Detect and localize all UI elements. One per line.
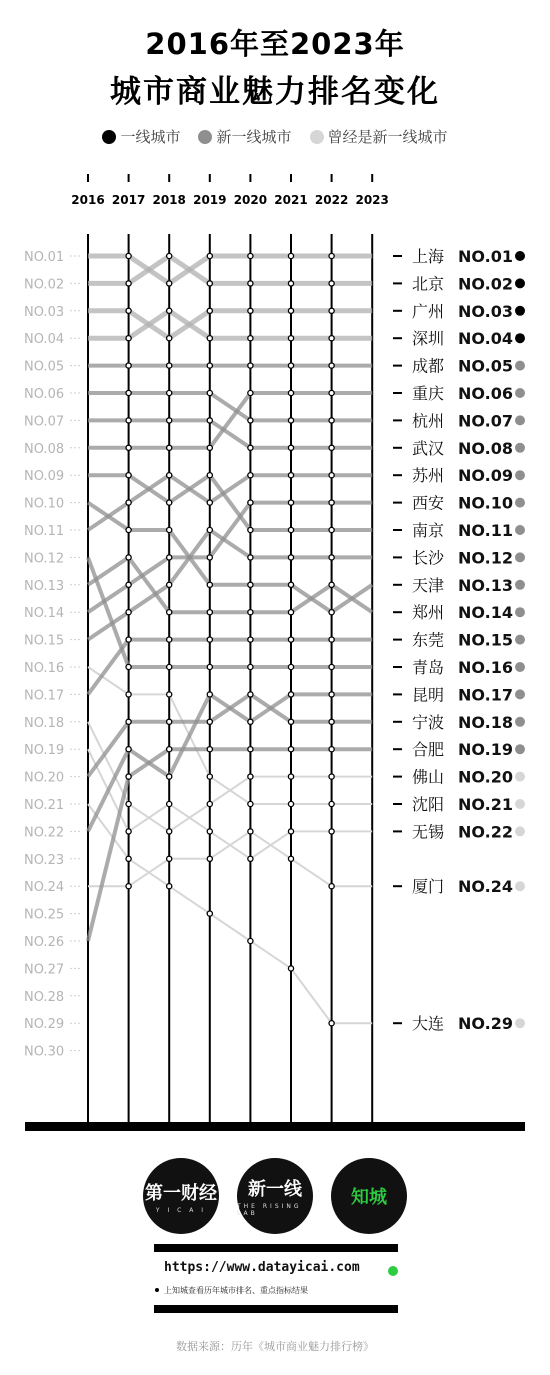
data-point-佛山-2021 xyxy=(288,774,293,779)
rank-value-广州: NO.03 xyxy=(458,301,513,321)
data-point-东莞-2019 xyxy=(207,637,212,642)
rank-value-佛山: NO.20 xyxy=(458,767,513,787)
tier-dot-无锡 xyxy=(515,826,525,836)
rank-value-合肥: NO.19 xyxy=(458,740,513,760)
data-point-佛山-2019 xyxy=(207,801,212,806)
rank-value-天津: NO.13 xyxy=(458,575,513,595)
data-point-北京-2018 xyxy=(167,253,172,258)
data-point-佛山-2017 xyxy=(126,801,131,806)
data-point-郑州-2018 xyxy=(167,610,172,615)
year-label-2023: 2023 xyxy=(355,193,389,207)
data-point-武汉-2018 xyxy=(167,418,172,423)
year-label-2017: 2017 xyxy=(111,193,146,207)
data-point-合肥-2019 xyxy=(207,747,212,752)
rank-label-21: NO.21 xyxy=(24,798,65,813)
data-point-上海-2022 xyxy=(329,253,334,258)
data-point-南京-2020 xyxy=(248,527,253,532)
data-point-广州-2021 xyxy=(288,308,293,313)
data-point-北京-2017 xyxy=(126,281,131,286)
tier-dot-合肥 xyxy=(515,744,525,754)
tier-dot-南京 xyxy=(515,525,525,535)
city-label-南京: 南京 xyxy=(412,521,445,540)
data-point-佛山-2020 xyxy=(248,774,253,779)
data-point-厦门-2019 xyxy=(207,856,212,861)
tier-dot-厦门 xyxy=(515,881,525,891)
data-point-重庆-2017 xyxy=(126,445,131,450)
data-point-上海-2021 xyxy=(288,253,293,258)
footer-note: 上知城查看历年城市排名、重点指标结果 xyxy=(164,1286,308,1295)
series-line-武汉 xyxy=(88,420,372,447)
data-point-苏州-2020 xyxy=(248,473,253,478)
data-point-长沙-2017 xyxy=(126,610,131,615)
data-point-厦门-2022 xyxy=(329,884,334,889)
data-point-昆明-2018 xyxy=(167,774,172,779)
rank-label-25: NO.25 xyxy=(24,907,65,923)
data-point-成都-2018 xyxy=(167,363,172,368)
data-source: 数据来源：历年《城市商业魅力排行榜》 xyxy=(176,1340,374,1353)
data-point-无锡-2017 xyxy=(126,829,131,834)
rank-label-8: NO.08 xyxy=(24,441,65,457)
rank-value-武汉: NO.08 xyxy=(458,438,513,458)
data-point-西安-2019 xyxy=(207,555,212,560)
data-point-厦门-2020 xyxy=(248,829,253,834)
logo-rising-lab-sub: THE RISING LAB xyxy=(237,1203,302,1217)
tier-dot-苏州 xyxy=(515,470,525,480)
data-point-天津-2020 xyxy=(248,582,253,587)
tier-dot-杭州 xyxy=(515,415,525,425)
tier-dot-东莞 xyxy=(515,635,525,645)
data-point-天津-2018 xyxy=(167,527,172,532)
data-point-东莞-2018 xyxy=(167,637,172,642)
data-point-无锡-2019 xyxy=(207,829,212,834)
data-point-无锡-2022 xyxy=(329,829,334,834)
data-point-杭州-2019 xyxy=(207,390,212,395)
city-label-天津: 天津 xyxy=(412,575,445,595)
data-point-重庆-2018 xyxy=(167,445,172,450)
data-point-杭州-2018 xyxy=(167,390,172,395)
city-label-无锡: 无锡 xyxy=(412,822,445,842)
data-point-北京-2020 xyxy=(248,281,253,286)
data-point-武汉-2021 xyxy=(288,445,293,450)
data-point-东莞-2021 xyxy=(288,637,293,642)
rank-value-厦门: NO.24 xyxy=(458,877,513,897)
data-point-西安-2018 xyxy=(167,555,172,560)
data-point-无锡-2018 xyxy=(167,801,172,806)
logo-rising-lab-text: 新一线 xyxy=(248,1179,302,1200)
data-point-长沙-2020 xyxy=(248,555,253,560)
data-point-宁波-2020 xyxy=(248,692,253,697)
data-point-大连-2020 xyxy=(248,938,253,943)
data-point-合肥-2018 xyxy=(167,747,172,752)
data-point-无锡-2021 xyxy=(288,829,293,834)
rank-label-27: NO.27 xyxy=(24,962,65,978)
rank-label-26: NO.26 xyxy=(24,935,65,950)
rank-label-13: NO.13 xyxy=(24,578,65,594)
data-point-南京-2017 xyxy=(126,473,131,478)
rank-label-4: NO.04 xyxy=(24,332,65,348)
data-point-郑州-2021 xyxy=(288,610,293,615)
data-point-广州-2022 xyxy=(329,308,334,313)
data-point-昆明-2017 xyxy=(126,747,131,752)
data-point-东莞-2017 xyxy=(126,637,131,642)
data-point-成都-2019 xyxy=(207,363,212,368)
data-point-大连-2022 xyxy=(329,1021,334,1026)
chart-title-line1: 2016年至2023年 xyxy=(145,27,405,61)
data-point-苏州-2017 xyxy=(126,500,131,505)
rank-label-30: NO.30 xyxy=(24,1044,65,1060)
rank-value-上海: NO.01 xyxy=(458,247,513,266)
data-point-青岛-2017 xyxy=(126,664,131,669)
rank-label-1: NO.01 xyxy=(24,250,65,265)
data-point-厦门-2021 xyxy=(288,856,293,861)
data-point-大连-2021 xyxy=(288,966,293,971)
data-point-合肥-2020 xyxy=(248,747,253,752)
data-point-长沙-2019 xyxy=(207,527,212,532)
data-point-杭州-2022 xyxy=(329,418,334,423)
data-point-北京-2021 xyxy=(288,281,293,286)
website-link[interactable]: https://www.datayicai.com xyxy=(164,1260,360,1275)
data-point-沈阳-2018 xyxy=(167,692,172,697)
year-label-2019: 2019 xyxy=(193,193,227,207)
chart-title-line2: 城市商业魅力排名变化 xyxy=(110,74,440,110)
rank-label-2: NO.02 xyxy=(24,277,65,293)
data-point-青岛-2018 xyxy=(167,664,172,669)
legend-label: 新一线城市 xyxy=(216,128,292,146)
year-label-2020: 2020 xyxy=(233,193,268,207)
tier-dot-昆明 xyxy=(515,689,525,699)
data-point-西安-2021 xyxy=(288,500,293,505)
rank-label-20: NO.20 xyxy=(24,770,65,786)
data-point-南京-2019 xyxy=(207,473,212,478)
data-point-北京-2022 xyxy=(329,281,334,286)
data-point-杭州-2017 xyxy=(126,390,131,395)
rank-value-东莞: NO.15 xyxy=(458,630,513,650)
tier-dot-西安 xyxy=(515,498,525,508)
data-point-长沙-2021 xyxy=(288,555,293,560)
tier-dot-上海 xyxy=(515,251,525,261)
data-point-昆明-2019 xyxy=(207,692,212,697)
tier-dot-沈阳 xyxy=(515,799,525,809)
data-point-郑州-2020 xyxy=(248,610,253,615)
data-point-成都-2022 xyxy=(329,363,334,368)
data-point-长沙-2018 xyxy=(167,582,172,587)
rank-label-3: NO.03 xyxy=(24,304,65,320)
legend-label: 一线城市 xyxy=(120,128,181,146)
data-point-南京-2021 xyxy=(288,527,293,532)
city-label-长沙: 长沙 xyxy=(412,548,445,568)
city-label-郑州: 郑州 xyxy=(412,603,445,623)
rank-label-11: NO.11 xyxy=(24,524,65,539)
tier-dot-天津 xyxy=(515,580,525,590)
city-label-北京: 北京 xyxy=(412,274,445,294)
tier-dot-深圳 xyxy=(515,333,525,343)
data-point-昆明-2021 xyxy=(288,692,293,697)
data-point-深圳-2018 xyxy=(167,308,172,313)
data-point-南京-2018 xyxy=(167,500,172,505)
rank-value-杭州: NO.07 xyxy=(458,411,513,431)
data-point-北京-2019 xyxy=(207,281,212,286)
data-point-重庆-2021 xyxy=(288,390,293,395)
tier-dot-大连 xyxy=(515,1018,525,1028)
data-point-西安-2022 xyxy=(329,500,334,505)
city-label-宁波: 宁波 xyxy=(412,712,445,732)
data-point-深圳-2020 xyxy=(248,336,253,341)
data-point-武汉-2017 xyxy=(126,418,131,423)
data-point-宁波-2021 xyxy=(288,719,293,724)
year-label-2016: 2016 xyxy=(71,193,105,207)
data-point-合肥-2021 xyxy=(288,747,293,752)
rank-value-宁波: NO.18 xyxy=(458,712,513,732)
series-line-沈阳 xyxy=(88,667,372,804)
city-label-成都: 成都 xyxy=(412,356,445,376)
data-point-武汉-2020 xyxy=(248,445,253,450)
data-point-深圳-2022 xyxy=(329,336,334,341)
rank-label-28: NO.28 xyxy=(24,989,65,1005)
data-point-厦门-2017 xyxy=(126,884,131,889)
rank-label-6: NO.06 xyxy=(24,387,65,402)
green-dot-icon xyxy=(388,1266,398,1276)
city-label-沈阳: 沈阳 xyxy=(412,795,445,814)
city-label-厦门: 厦门 xyxy=(412,877,445,897)
data-point-重庆-2022 xyxy=(329,390,334,395)
data-point-郑州-2022 xyxy=(329,582,334,587)
rank-value-重庆: NO.06 xyxy=(458,384,513,403)
data-point-重庆-2020 xyxy=(248,390,253,395)
data-point-宁波-2017 xyxy=(126,719,131,724)
rank-label-23: NO.23 xyxy=(24,852,65,868)
rank-label-18: NO.18 xyxy=(24,715,65,731)
rank-label-19: NO.19 xyxy=(24,743,65,759)
data-point-广州-2018 xyxy=(167,336,172,341)
data-point-沈阳-2019 xyxy=(207,774,212,779)
data-point-沈阳-2022 xyxy=(329,801,334,806)
data-point-宁波-2019 xyxy=(207,719,212,724)
city-label-广州: 广州 xyxy=(412,301,445,321)
data-point-宁波-2018 xyxy=(167,719,172,724)
bottom-rule xyxy=(25,1122,525,1131)
series-line-昆明 xyxy=(88,694,372,831)
data-point-上海-2017 xyxy=(126,253,131,258)
data-point-佛山-2018 xyxy=(167,829,172,834)
rank-label-16: NO.16 xyxy=(24,661,65,676)
data-point-青岛-2022 xyxy=(329,664,334,669)
rank-value-郑州: NO.14 xyxy=(458,603,513,623)
data-point-成都-2017 xyxy=(126,363,131,368)
data-point-重庆-2019 xyxy=(207,445,212,450)
rank-value-无锡: NO.22 xyxy=(458,822,513,842)
bullet-icon xyxy=(155,1288,159,1292)
city-label-苏州: 苏州 xyxy=(412,466,445,486)
data-point-上海-2020 xyxy=(248,253,253,258)
data-point-长沙-2022 xyxy=(329,555,334,560)
data-point-成都-2020 xyxy=(248,363,253,368)
rank-label-22: NO.22 xyxy=(24,825,65,841)
data-point-上海-2019 xyxy=(207,253,212,258)
data-point-合肥-2017 xyxy=(126,774,131,779)
data-point-南京-2022 xyxy=(329,527,334,532)
rank-label-14: NO.14 xyxy=(24,606,65,622)
data-point-武汉-2022 xyxy=(329,445,334,450)
data-point-深圳-2019 xyxy=(207,336,212,341)
tier-dot-佛山 xyxy=(515,772,525,782)
data-point-深圳-2017 xyxy=(126,336,131,341)
rank-value-青岛: NO.16 xyxy=(458,658,513,677)
rank-label-17: NO.17 xyxy=(24,688,65,704)
logo-yicai-text: 第一财经 xyxy=(145,1182,217,1204)
data-point-郑州-2017 xyxy=(126,555,131,560)
rank-value-南京: NO.11 xyxy=(458,521,513,540)
logo-zhicheng xyxy=(331,1158,407,1234)
rank-value-大连: NO.29 xyxy=(458,1014,513,1034)
data-point-深圳-2021 xyxy=(288,336,293,341)
data-point-郑州-2019 xyxy=(207,610,212,615)
data-point-广州-2020 xyxy=(248,308,253,313)
city-label-杭州: 杭州 xyxy=(412,411,445,431)
city-label-东莞: 东莞 xyxy=(412,630,445,650)
data-point-昆明-2020 xyxy=(248,719,253,724)
legend-label: 曾经是新一线城市 xyxy=(327,128,448,146)
data-point-西安-2017 xyxy=(126,582,131,587)
series-line-杭州 xyxy=(88,393,372,420)
city-label-西安: 西安 xyxy=(412,493,445,513)
city-label-上海: 上海 xyxy=(412,247,445,266)
city-label-武汉: 武汉 xyxy=(412,438,445,458)
data-point-广州-2019 xyxy=(207,308,212,313)
data-point-苏州-2018 xyxy=(167,473,172,478)
rank-value-长沙: NO.12 xyxy=(458,548,513,568)
year-label-2018: 2018 xyxy=(152,193,186,207)
data-point-佛山-2022 xyxy=(329,774,334,779)
year-label-2022: 2022 xyxy=(314,193,349,207)
rank-value-成都: NO.05 xyxy=(458,356,513,376)
data-point-无锡-2020 xyxy=(248,856,253,861)
year-label-2021: 2021 xyxy=(274,193,308,207)
data-point-东莞-2020 xyxy=(248,637,253,642)
rank-label-29: NO.29 xyxy=(24,1017,65,1033)
city-label-昆明: 昆明 xyxy=(412,685,445,705)
tier-dot-广州 xyxy=(515,306,525,316)
rank-label-10: NO.10 xyxy=(24,496,65,512)
data-point-上海-2018 xyxy=(167,281,172,286)
data-point-大连-2017 xyxy=(126,856,131,861)
tier-dot-北京 xyxy=(515,278,525,288)
city-label-合肥: 合肥 xyxy=(412,740,445,760)
rank-value-深圳: NO.04 xyxy=(458,329,513,349)
data-point-武汉-2019 xyxy=(207,418,212,423)
data-point-天津-2017 xyxy=(126,527,131,532)
data-point-大连-2018 xyxy=(167,884,172,889)
url-bottom-rule xyxy=(154,1305,398,1313)
data-point-沈阳-2020 xyxy=(248,801,253,806)
data-point-青岛-2019 xyxy=(207,664,212,669)
data-point-苏州-2019 xyxy=(207,500,212,505)
data-point-沈阳-2017 xyxy=(126,692,131,697)
rank-label-24: NO.24 xyxy=(24,880,65,896)
data-point-东莞-2022 xyxy=(329,637,334,642)
logo-rising-lab xyxy=(237,1158,313,1234)
data-point-天津-2021 xyxy=(288,582,293,587)
data-point-杭州-2021 xyxy=(288,418,293,423)
data-point-天津-2019 xyxy=(207,582,212,587)
data-point-昆明-2022 xyxy=(329,692,334,697)
tier-dot-青岛 xyxy=(515,662,525,672)
data-point-成都-2021 xyxy=(288,363,293,368)
data-point-西安-2020 xyxy=(248,500,253,505)
tier-dot-郑州 xyxy=(515,607,525,617)
data-point-苏州-2022 xyxy=(329,473,334,478)
data-point-青岛-2021 xyxy=(288,664,293,669)
data-point-厦门-2018 xyxy=(167,856,172,861)
data-point-合肥-2022 xyxy=(329,747,334,752)
series-line-宁波 xyxy=(88,694,372,776)
data-point-天津-2022 xyxy=(329,610,334,615)
series-line-大连 xyxy=(88,804,372,1023)
tier-dot-成都 xyxy=(515,361,525,371)
rank-label-7: NO.07 xyxy=(24,414,65,430)
logo-row xyxy=(0,1158,550,1234)
tier-dot-宁波 xyxy=(515,717,525,727)
city-label-深圳: 深圳 xyxy=(412,329,445,349)
data-point-广州-2017 xyxy=(126,308,131,313)
tier-dot-重庆 xyxy=(515,388,525,398)
data-point-杭州-2020 xyxy=(248,418,253,423)
url-top-rule xyxy=(154,1244,398,1252)
data-point-苏州-2021 xyxy=(288,473,293,478)
logo-yicai-sub: Y I C A I xyxy=(155,1206,207,1214)
logo-zhicheng-text: 知城 xyxy=(351,1187,387,1208)
rank-value-北京: NO.02 xyxy=(458,274,513,294)
rank-value-沈阳: NO.21 xyxy=(458,795,513,814)
rank-value-苏州: NO.09 xyxy=(458,466,513,486)
city-label-重庆: 重庆 xyxy=(412,384,445,403)
logo-yicai xyxy=(143,1158,219,1234)
city-label-佛山: 佛山 xyxy=(412,767,445,787)
data-point-大连-2019 xyxy=(207,911,212,916)
tier-dot-长沙 xyxy=(515,552,525,562)
rank-label-5: NO.05 xyxy=(24,359,65,375)
rank-label-9: NO.09 xyxy=(24,469,65,485)
data-point-宁波-2022 xyxy=(329,719,334,724)
data-point-沈阳-2021 xyxy=(288,801,293,806)
rank-label-12: NO.12 xyxy=(24,551,65,567)
tier-dot-武汉 xyxy=(515,443,525,453)
data-point-青岛-2020 xyxy=(248,664,253,669)
rank-label-15: NO.15 xyxy=(24,633,65,649)
rank-value-昆明: NO.17 xyxy=(458,685,513,705)
rank-value-西安: NO.10 xyxy=(458,493,513,513)
city-label-大连: 大连 xyxy=(412,1014,445,1034)
city-label-青岛: 青岛 xyxy=(412,658,445,677)
